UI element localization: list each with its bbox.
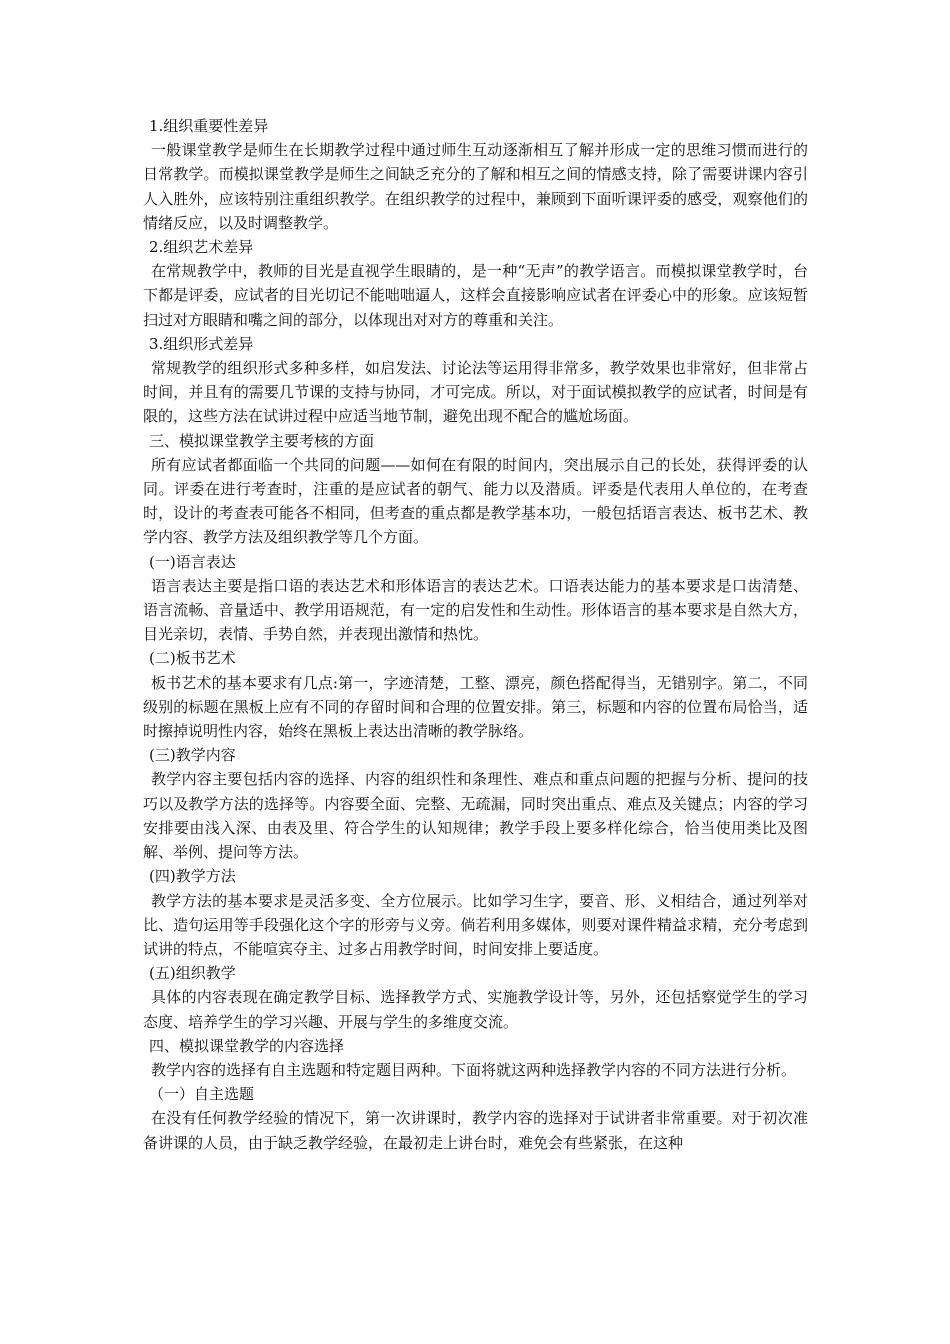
section-heading: (三)教学内容: [149, 746, 236, 765]
section-heading: (四)教学方法: [149, 867, 236, 886]
body-paragraph: 教学内容的选择有自主选题和特定题目两种。下面将就这两种选择教学内容的不同方法进行分析。: [151, 1060, 797, 1079]
body-paragraph: 语言表达主要是指口语的表达艺术和形体语言的表达艺术。口语表达能力的基本要求是口齿清楚、语言流畅、音量适中、教学用语规范，有一定的启发性和生动性。形体语言的基本要求是自然大方，目光亲切，表情、手势自然，并表现出激情和热忱。: [143, 576, 808, 644]
section-heading: 1.组织重要性差异: [149, 117, 269, 135]
document-page: [143, 114, 808, 1155]
section-heading: (二)板书艺术: [149, 649, 236, 668]
section-heading: （一）自主选题: [149, 1085, 255, 1104]
section-heading: (一)语言表达: [149, 552, 236, 571]
section-heading: 3.组织形式差异: [149, 334, 254, 353]
body-paragraph: 具体的内容表现在确定教学目标、选择教学方式、实施教学设计等，另外，还包括察觉学生的学习态度、培养学生的学习兴趣、开展与学生的多维度交流。: [143, 988, 808, 1031]
body-paragraph: 一般课堂教学是师生在长期教学过程中通过师生互动逐渐相互了解并形成一定的思维习惯而进行的日常教学。而模拟课堂教学是师生之间缺乏充分的了解和相互之间的情感支持，除了需要讲课内容引人入胜外，应该特别注重组织教学。在组织教学的过程中，兼顾到下面听课评委的感受，观察他们的情绪反应，以及时调整教学。: [143, 141, 808, 232]
section-heading: 四、模拟课堂教学的内容选择: [149, 1036, 345, 1055]
body-paragraph: 板书艺术的基本要求有几点:第一，字迹清楚，工整、漂亮，颜色搭配得当，无错别字。第二，不同级别的标题在黑板上应有不同的存留时间和合理的位置安排。第三，标题和内容的位置布局恰当，适时擦掉说明性内容，始终在黑板上表达出清晰的教学脉络。: [143, 673, 808, 741]
body-paragraph: 教学内容主要包括内容的选择、内容的组织性和条理性、难点和重点问题的把握与分析、提问的技巧以及教学方法的选择等。内容要全面、完整、无疏漏，同时突出重点、难点及关键点；内容的学习安排要由浅入深、由表及里、符合学生的认知规律；教学手段上要多样化综合，恰当使用类比及图解、举例、提问等方法。: [143, 770, 808, 862]
section-heading: 三、模拟课堂教学主要考核的方面: [149, 431, 375, 450]
body-paragraph: 教学方法的基本要求是灵活多变、全方位展示。比如学习生字，要音、形、义相结合，通过列举对比、造句运用等手段强化这个字的形旁与义旁。倘若利用多媒体，则要对课件精益求精，充分考虑到试讲的特点，不能喧宾夺主、过多占用教学时间，时间安排上要适度。: [143, 891, 808, 958]
body-paragraph: 常规教学的组织形式多种多样，如启发法、讨论法等运用得非常多，教学效果也非常好，但非常占时间，并且有的需要几节课的支持与协同，才可完成。所以，对于面试模拟教学的应试者，时间是有限的，这些方法在试讲过程中应适当地节制，避免出现不配合的尴尬场面。: [143, 359, 808, 426]
section-heading: 2.组织艺术差异: [149, 238, 254, 257]
section-heading: (五)组织教学: [149, 964, 236, 983]
body-paragraph: 所有应试者都面临一个共同的问题——如何在有限的时间内，突出展示自己的长处，获得评委的认同。评委在进行考查时，注重的是应试者的朝气、能力以及潜质。评委是代表用人单位的，在考查时，设计的考查表可能各不相同，但考查的重点都是教学基本功，一般包括语言表达、板书艺术、教学内容、教学方法及组织教学等几个方面。: [143, 455, 808, 547]
body-paragraph: 在没有任何教学经验的情况下，第一次讲课时，教学内容的选择对于试讲者非常重要。对于初次准备讲课的人员，由于缺乏教学经验，在最初走上讲台时，难免会有些紧张，在这种: [143, 1109, 808, 1152]
body-paragraph: 在常规教学中，教师的目光是直视学生眼睛的，是一种“无声”的教学语言。而模拟课堂教学时，台下都是评委，应试者的目光切记不能咄咄逼人，这样会直接影响应试者在评委心中的形象。应该短暂扫过对方眼睛和嘴之间的部分，以体现出对对方的尊重和关注。: [143, 262, 808, 329]
